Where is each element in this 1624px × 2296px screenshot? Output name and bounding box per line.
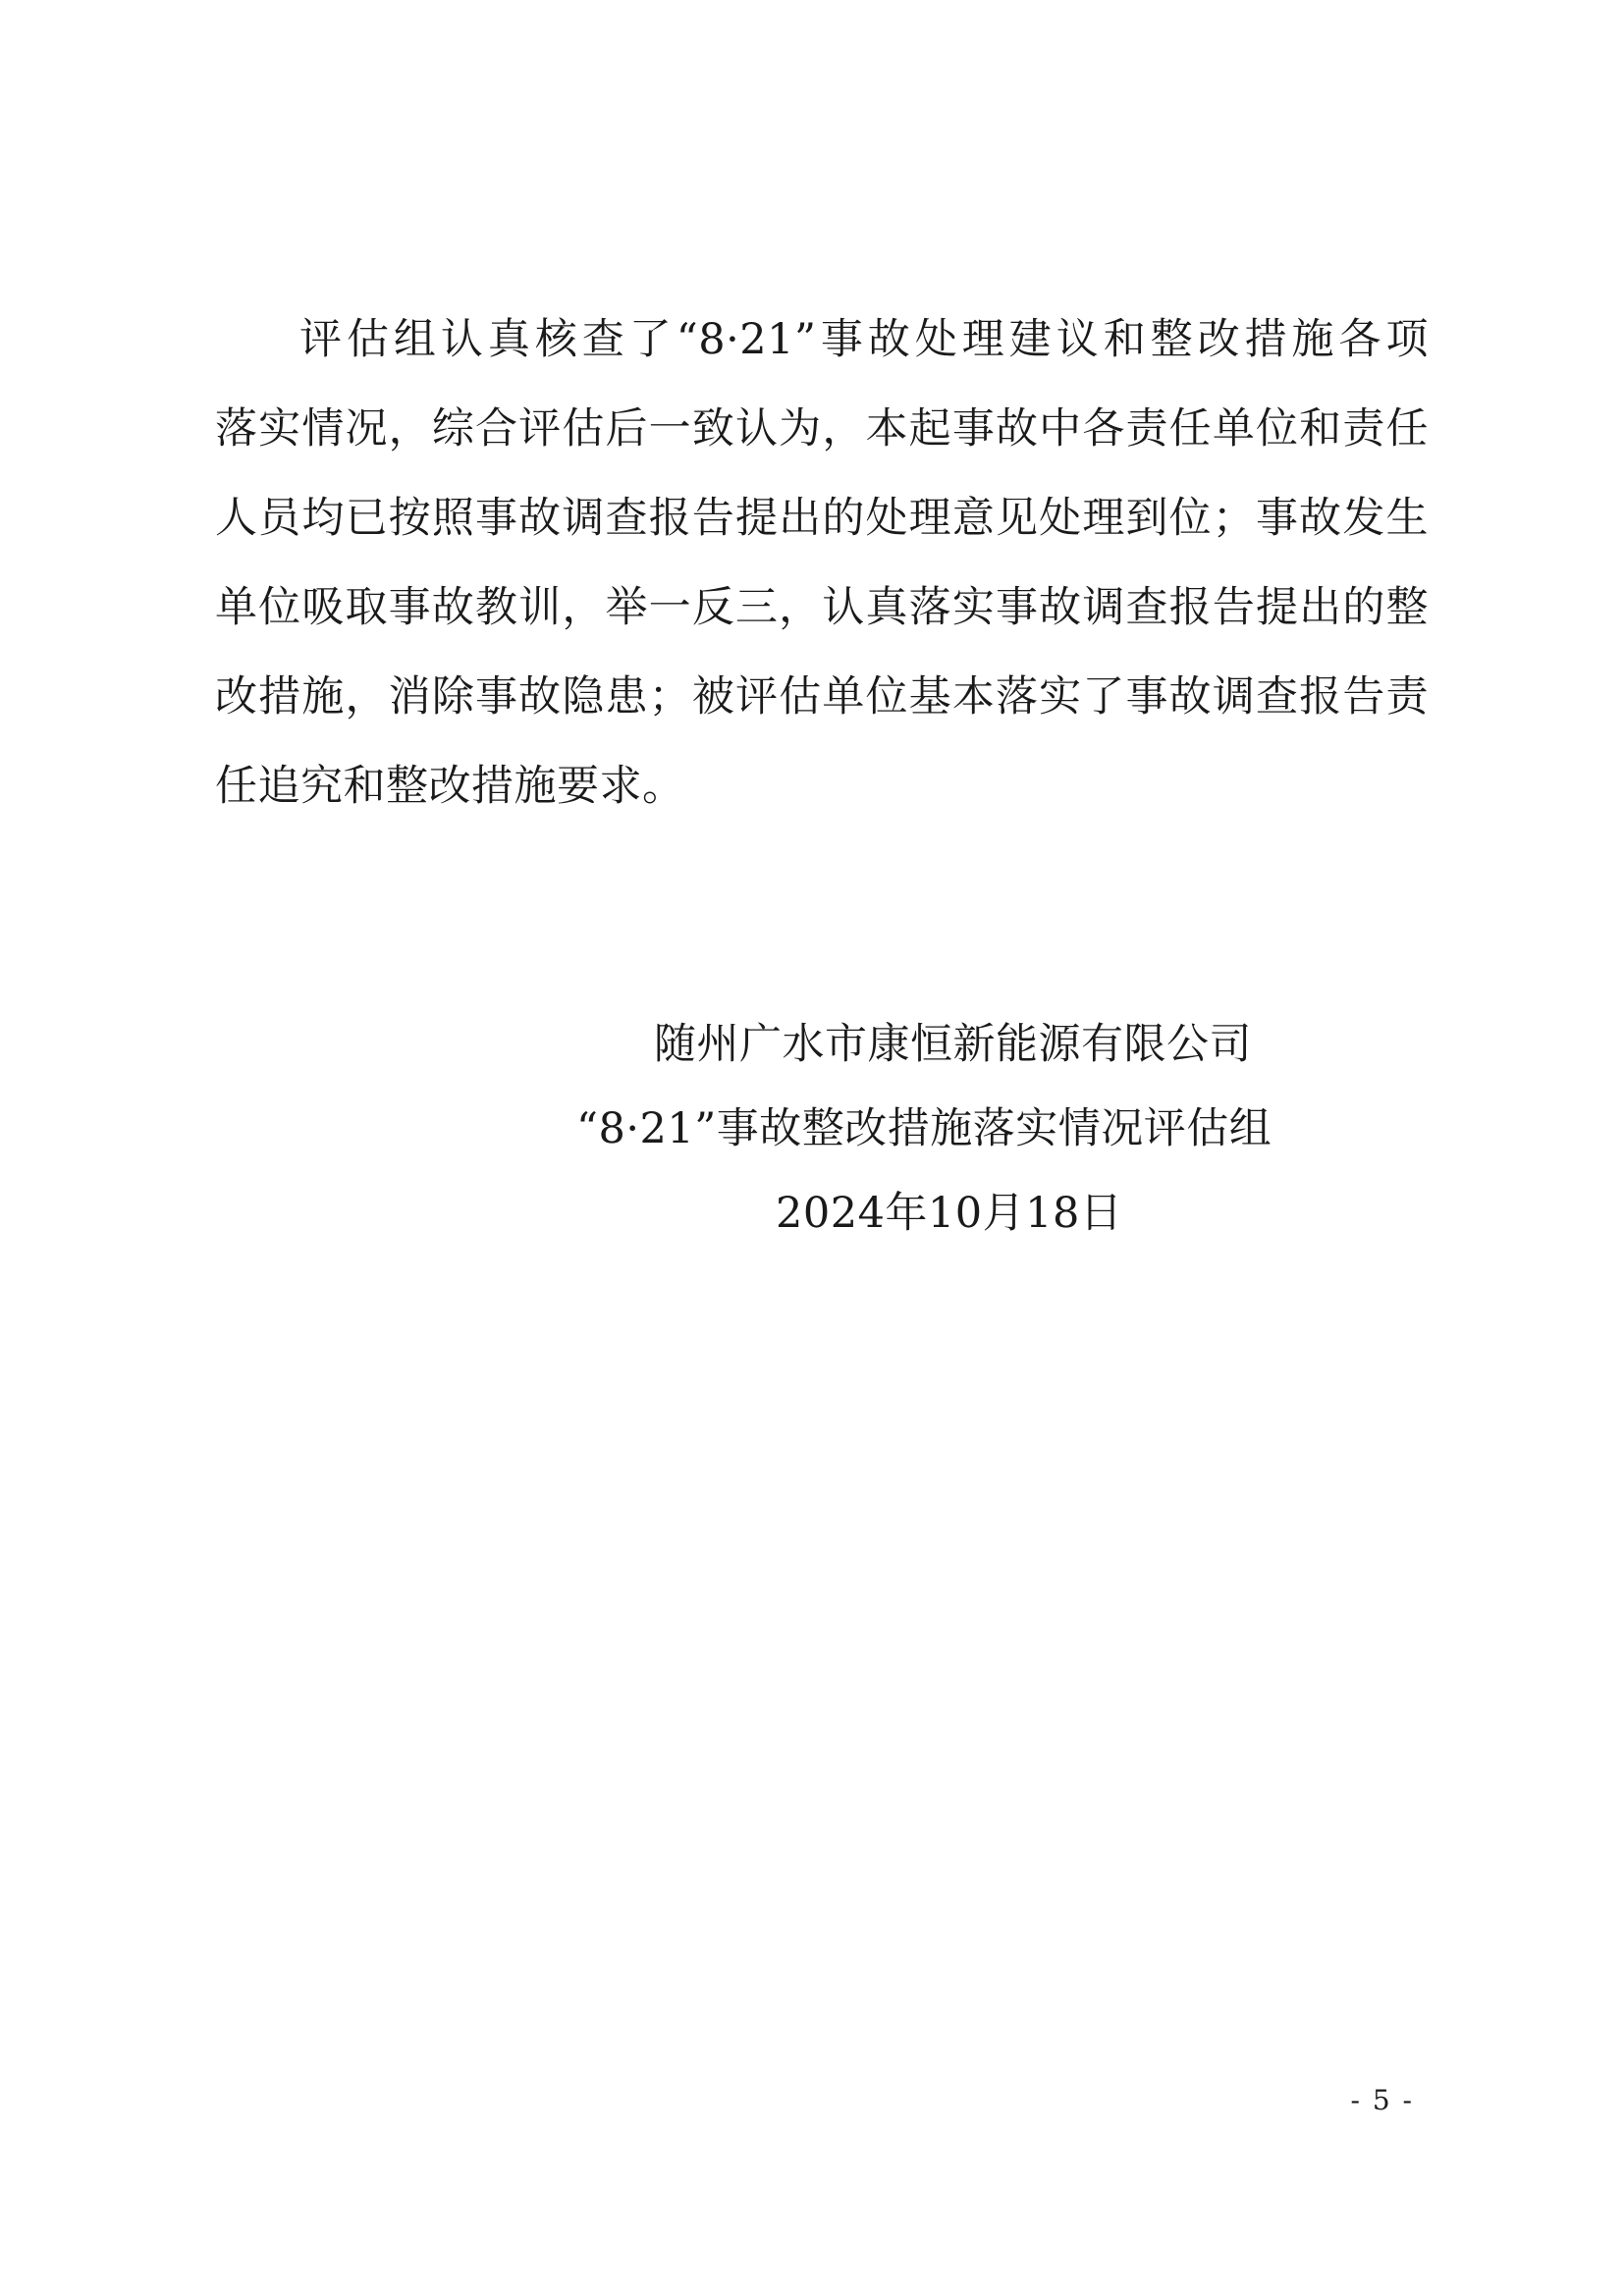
paragraph-line: 人员均已按照事故调查报告提出的处理意见处理到位；事故发生: [215, 494, 1429, 543]
signature-date: 2024年10月18日: [776, 1189, 1123, 1238]
signature-company: 随州广水市康恒新能源有限公司: [654, 1020, 1252, 1069]
paragraph-line: 落实情况，综合评估后一致认为，本起事故中各责任单位和责任: [215, 404, 1429, 454]
signature-group: “8·21”事故整改措施落实情况评估组: [576, 1104, 1272, 1153]
page-number: - 5 -: [1350, 2084, 1414, 2116]
body-paragraph: [215, 295, 1429, 831]
paragraph-line: 改措施，消除事故隐患；被评估单位基本落实了事故调查报告责: [215, 672, 1429, 721]
paragraph-line: 任追究和整改措施要求。: [215, 762, 685, 811]
paragraph-line: 评估组认真核查了“8·21”事故处理建议和整改措施各项: [299, 315, 1429, 364]
paragraph-line: 单位吸取事故教训，举一反三，认真落实事故调查报告提出的整: [215, 583, 1429, 632]
